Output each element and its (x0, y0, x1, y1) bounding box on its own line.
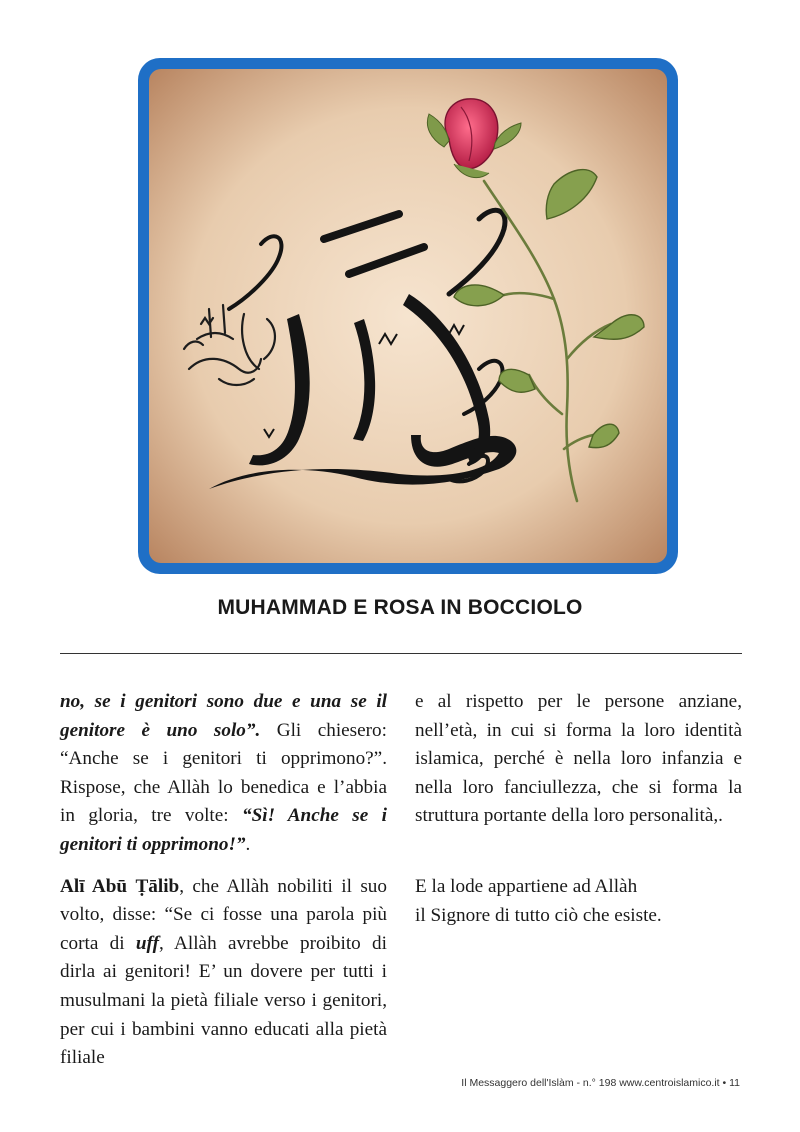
closing-text (415, 873, 742, 930)
paragraph-text: Gli chiesero: “Anche se i genitori ti opprimono?”. Rispose, che Allàh lo benedica e l’abbia in gloria, tre volte: (60, 719, 387, 827)
quote-bold-italic: no, se i genitori sono due e una se il genitore è uno solo”. (60, 691, 387, 741)
left-column (60, 688, 387, 1086)
paragraph-3: e al rispetto per le persone anziane, nell’età, in cui si forma la loro identità islamica, perché è nella loro infanzia e nella loro fanciullezza, che si forma la struttura portante della loro personalità,. (415, 691, 742, 827)
page-footer: Il Messaggero dell'Islàm - n.° 198 www.centroislamico.it • 11 (461, 1077, 740, 1089)
paragraph-text: , che Allàh nobiliti il suo volto, disse: “Se ci fosse una parola più corta di (60, 875, 387, 954)
right-column (415, 688, 742, 943)
calligraphy-illustration (149, 69, 667, 563)
closing-line-1: E la lode appartiene ad Allàh (415, 875, 638, 897)
divider-rule (60, 653, 742, 654)
figure-caption: MUHAMMAD E ROSA IN BOCCIOLO (217, 596, 583, 619)
name-bold: Alī Abū Ṭālib (60, 875, 180, 897)
parchment-background (149, 69, 667, 563)
paragraph-1 (60, 688, 387, 860)
closing-line-2: il Signore di tutto ciò che esiste. (415, 904, 662, 926)
paragraph-2 (60, 873, 387, 1073)
paragraph-end: . (245, 833, 251, 855)
quote-bold-italic-2: “Sì! Anche se i genitori ti opprimono!” (60, 805, 387, 855)
word-bold-italic: uff (135, 932, 159, 954)
paragraph-text-2: , Allàh avrebbe proibito di dirla ai genitori! E’ un dovere per tutti i musulmani la pietà filiale verso i genitori, per cui i bambini vanno educati alla pietà filiale (60, 932, 387, 1069)
figure-frame (138, 58, 678, 574)
